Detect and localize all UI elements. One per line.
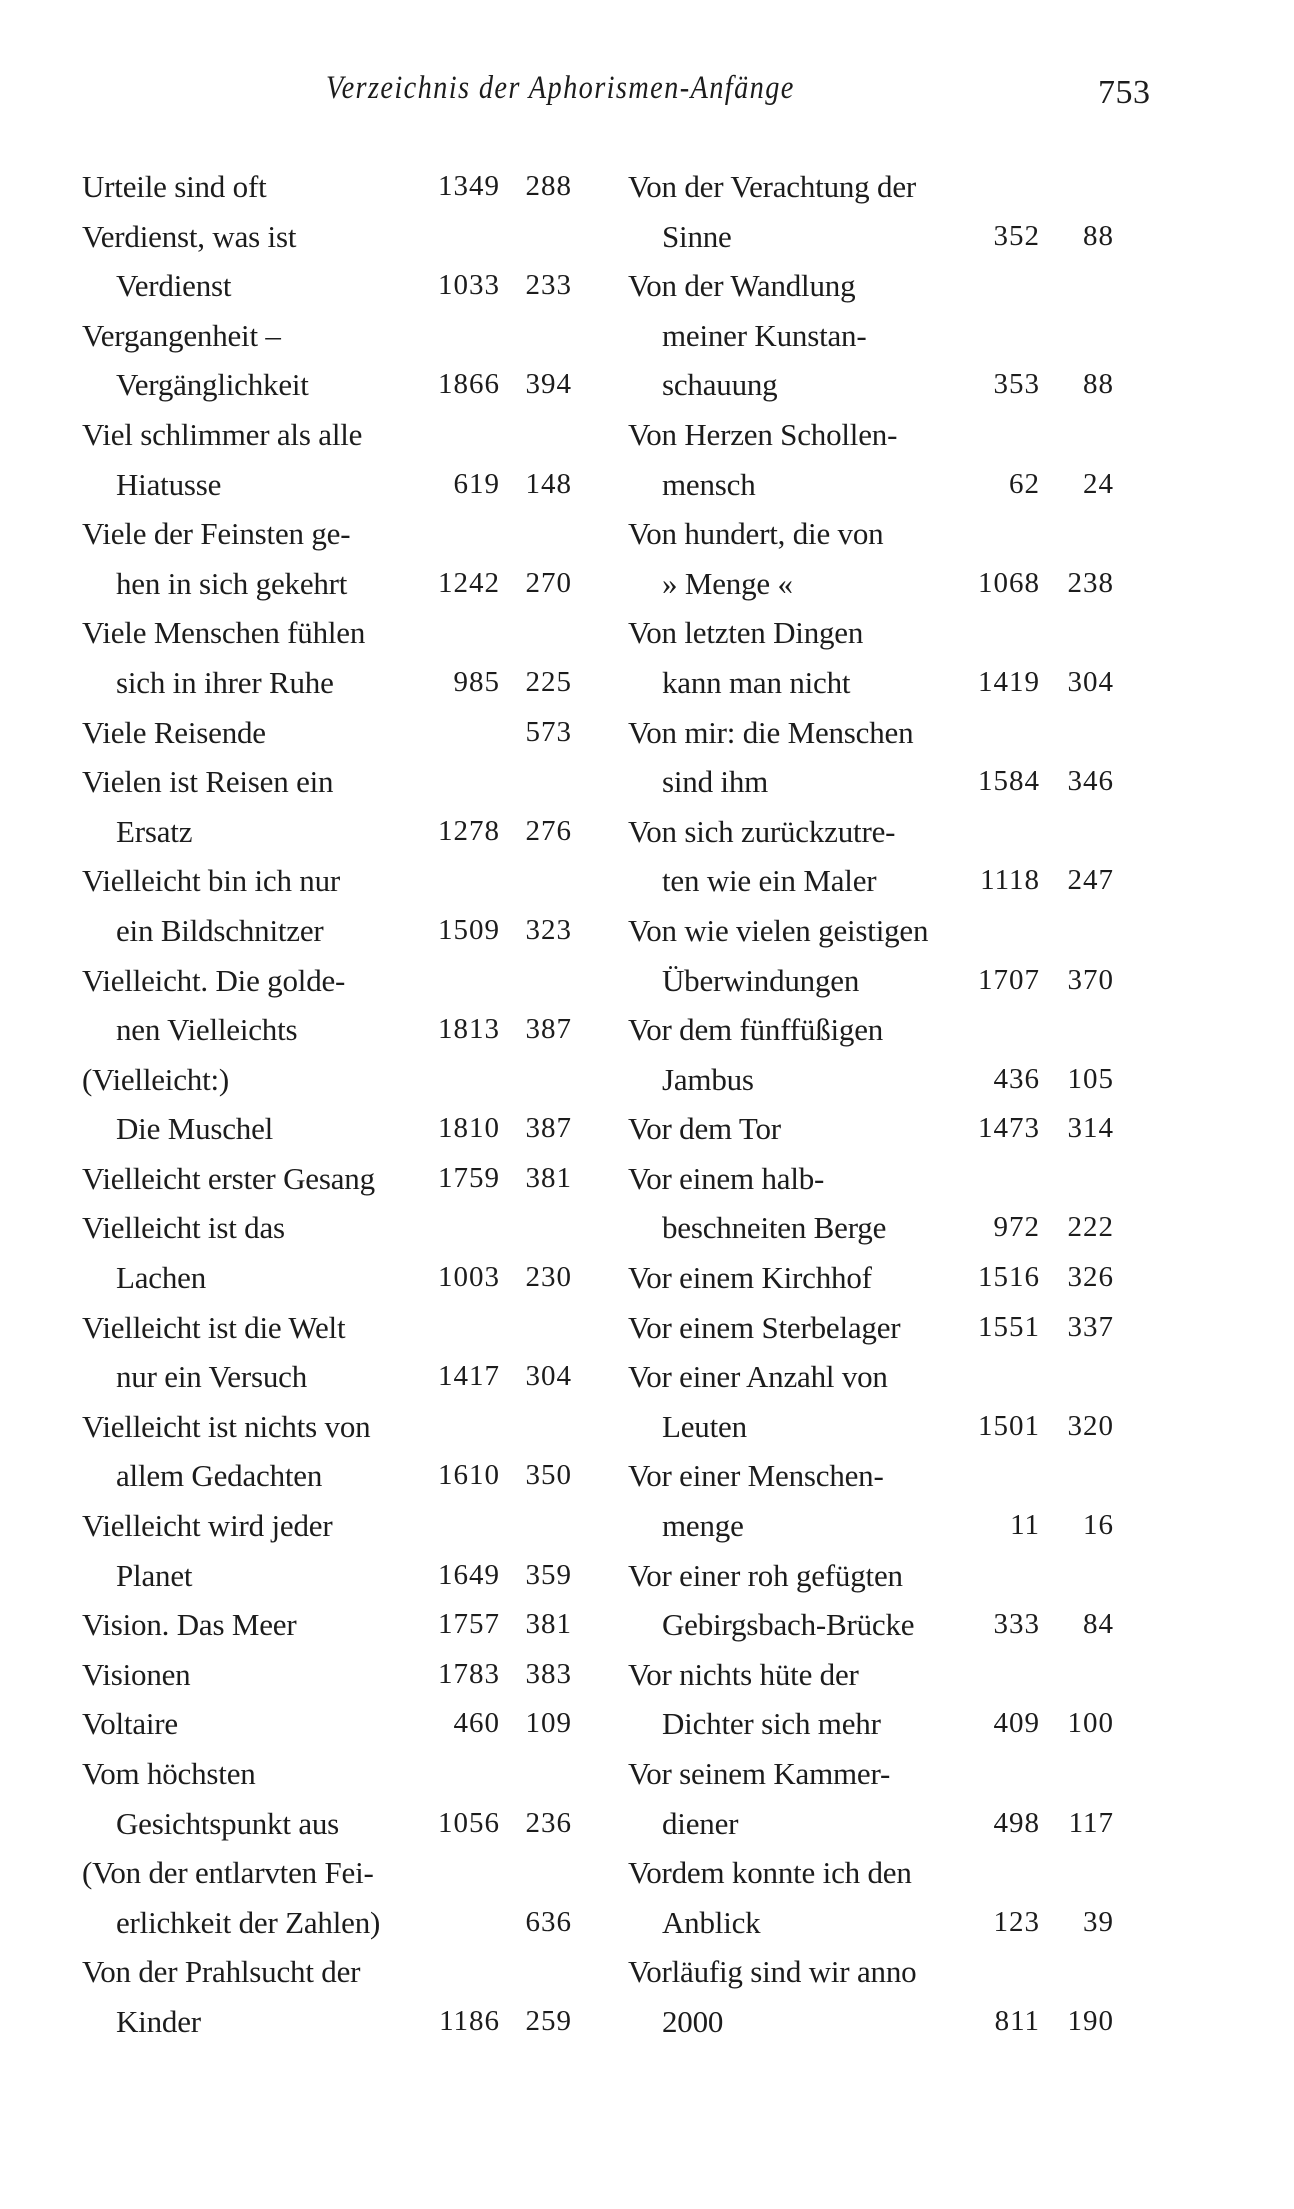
page-reference: 270 xyxy=(525,566,572,599)
index-entry-line xyxy=(628,212,1114,262)
index-entry-line xyxy=(628,1749,1114,1799)
entry-text: Leuten xyxy=(662,1408,747,1444)
index-entry-line xyxy=(82,261,602,311)
entry-text: ten wie ein Maler xyxy=(662,863,877,899)
aphorism-number: 460 xyxy=(453,1707,500,1740)
entry-text: Vielleicht ist das xyxy=(82,1210,285,1246)
index-entry-line xyxy=(82,1848,602,1898)
page-reference: 222 xyxy=(1067,1211,1114,1244)
entry-text: Von wie vielen geistigen xyxy=(628,912,929,948)
entry-text: Vordem konnte ich den xyxy=(628,1855,912,1891)
entry-text: Vielleicht ist die Welt xyxy=(82,1309,346,1345)
entry-text: Vor nichts hüte der xyxy=(628,1656,859,1692)
aphorism-number: 1068 xyxy=(978,566,1040,599)
index-column-left xyxy=(82,162,602,2047)
aphorism-number: 353 xyxy=(993,368,1040,401)
page-reference: 88 xyxy=(1083,219,1114,252)
index-entry-line xyxy=(628,956,1114,1006)
index-entry-line xyxy=(82,1551,602,1601)
aphorism-number: 333 xyxy=(993,1608,1040,1641)
page-reference: 323 xyxy=(525,913,572,946)
entry-text: Die Muschel xyxy=(116,1111,274,1147)
page-reference: 100 xyxy=(1067,1707,1114,1740)
index-entry-line xyxy=(628,261,1114,311)
index-entry-line xyxy=(82,212,602,262)
entry-text: erlichkeit der Zahlen) xyxy=(116,1904,381,1940)
index-entry-line xyxy=(82,410,602,460)
aphorism-number: 1866 xyxy=(438,368,500,401)
entry-text: Vielen ist Reisen ein xyxy=(82,764,334,800)
index-entry-line xyxy=(628,1055,1114,1105)
index-entry-line xyxy=(82,1799,602,1849)
entry-text: Vorläufig sind wir anno xyxy=(628,1954,917,1990)
entry-text: Viele Reisende xyxy=(82,714,266,750)
entry-text: Gebirgsbach-Brücke xyxy=(662,1607,915,1643)
page-reference: 276 xyxy=(525,814,572,847)
index-entry-line xyxy=(82,1749,602,1799)
index-entry-line xyxy=(82,1005,602,1055)
index-entry-line xyxy=(82,1699,602,1749)
index-entry-line xyxy=(82,1154,602,1204)
index-entry-line xyxy=(82,757,602,807)
entry-text: sich in ihrer Ruhe xyxy=(116,664,334,700)
page-reference: 24 xyxy=(1083,467,1114,500)
entry-text: Von mir: die Menschen xyxy=(628,714,914,750)
entry-text: Vor dem fünffüßigen xyxy=(628,1012,884,1048)
index-entry-line xyxy=(82,1402,602,1452)
page-reference: 148 xyxy=(525,467,572,500)
entry-text: Vergänglichkeit xyxy=(116,367,309,403)
page-reference: 247 xyxy=(1067,864,1114,897)
aphorism-number: 1551 xyxy=(978,1310,1040,1343)
entry-text: Von sich zurückzutre- xyxy=(628,813,896,849)
entry-text: Vielleicht. Die golde- xyxy=(82,962,346,998)
index-entry-line xyxy=(628,1551,1114,1601)
index-entry-line xyxy=(82,559,602,609)
index-entry-line xyxy=(628,708,1114,758)
aphorism-number: 1242 xyxy=(438,566,500,599)
index-entry-line xyxy=(82,1898,602,1948)
entry-text: Überwindungen xyxy=(662,962,860,998)
entry-text: Verdienst xyxy=(116,268,232,304)
index-entry-line xyxy=(82,608,602,658)
index-entry-line xyxy=(628,1303,1114,1353)
index-entry-line xyxy=(82,1203,602,1253)
index-entry-line xyxy=(628,1203,1114,1253)
page-reference: 381 xyxy=(525,1161,572,1194)
entry-text: Von der Wandlung xyxy=(628,268,856,304)
page-reference: 350 xyxy=(525,1459,572,1492)
page-reference: 84 xyxy=(1083,1608,1114,1641)
index-entry-line xyxy=(82,807,602,857)
index-entry-line xyxy=(82,906,602,956)
index-entry-line xyxy=(628,1253,1114,1303)
entry-text: meiner Kunstan- xyxy=(662,317,867,353)
index-entry-line xyxy=(628,1352,1114,1402)
page-reference: 288 xyxy=(525,170,572,202)
entry-text: » Menge « xyxy=(662,565,793,601)
page-reference: 326 xyxy=(1067,1261,1114,1294)
aphorism-number: 436 xyxy=(993,1062,1040,1095)
page-reference: 259 xyxy=(525,2004,572,2037)
aphorism-number: 1810 xyxy=(438,1112,500,1145)
aphorism-number: 1186 xyxy=(439,2004,500,2037)
aphorism-number: 352 xyxy=(993,219,1040,252)
index-entry-line xyxy=(82,956,602,1006)
page-reference: 225 xyxy=(525,665,572,698)
entry-text: Vor einer Anzahl von xyxy=(628,1359,888,1395)
entry-text: Visionen xyxy=(82,1656,191,1692)
index-entry-line xyxy=(628,1699,1114,1749)
index-entry-line xyxy=(628,1650,1114,1700)
aphorism-number: 1783 xyxy=(438,1657,500,1690)
index-entry-line xyxy=(628,1451,1114,1501)
entry-text: Vor einem halb- xyxy=(628,1160,825,1196)
page-reference: 105 xyxy=(1067,1062,1114,1095)
entry-text: Von der Verachtung der xyxy=(628,169,917,204)
page-reference: 117 xyxy=(1068,1806,1114,1839)
page-reference: 387 xyxy=(525,1112,572,1145)
entry-text: nen Vielleichts xyxy=(116,1012,298,1048)
index-entry-line xyxy=(82,1451,602,1501)
page-reference: 337 xyxy=(1067,1310,1114,1343)
aphorism-number: 1509 xyxy=(438,913,500,946)
page-reference: 230 xyxy=(525,1261,572,1294)
index-entry-line xyxy=(628,757,1114,807)
entry-text: 2000 xyxy=(662,2003,724,2039)
aphorism-number: 985 xyxy=(453,665,500,698)
index-entry-line xyxy=(628,1898,1114,1948)
index-entry-line xyxy=(82,658,602,708)
entry-text: nur ein Versuch xyxy=(116,1359,307,1395)
aphorism-number: 123 xyxy=(993,1905,1040,1938)
aphorism-number: 498 xyxy=(993,1806,1040,1839)
entry-text: Lachen xyxy=(116,1260,207,1296)
index-entry-line xyxy=(82,162,602,212)
aphorism-number: 1033 xyxy=(438,269,500,302)
index-entry-line xyxy=(628,509,1114,559)
index-entry-line xyxy=(628,1501,1114,1551)
entry-text: Voltaire xyxy=(82,1706,178,1742)
index-entry-line xyxy=(628,1005,1114,1055)
aphorism-number: 1813 xyxy=(438,1013,500,1046)
entry-text: Viel schlimmer als alle xyxy=(82,416,363,452)
page-reference: 88 xyxy=(1083,368,1114,401)
entry-text: Anblick xyxy=(662,1904,761,1940)
index-entry-line xyxy=(82,1253,602,1303)
entry-text: Vergangenheit – xyxy=(82,317,281,353)
index-entry-line xyxy=(628,360,1114,410)
index-entry-line xyxy=(628,410,1114,460)
page-number: 753 xyxy=(1098,74,1151,111)
index-entry-line xyxy=(628,1600,1114,1650)
page-reference: 636 xyxy=(525,1905,572,1938)
entry-text: Vom höchsten xyxy=(82,1756,256,1791)
index-entry-line xyxy=(628,162,1114,212)
page-reference: 346 xyxy=(1067,765,1114,798)
aphorism-number: 1003 xyxy=(438,1261,500,1294)
page-reference: 238 xyxy=(1067,566,1114,599)
aphorism-number: 972 xyxy=(993,1211,1040,1244)
entry-text: schauung xyxy=(662,367,778,403)
index-entry-line xyxy=(82,509,602,559)
entry-text: Vielleicht erster Gesang xyxy=(82,1160,375,1196)
page-reference: 190 xyxy=(1067,2004,1114,2037)
page-reference: 109 xyxy=(525,1707,572,1740)
page-reference: 320 xyxy=(1067,1409,1114,1442)
entry-text: Vor einer roh gefügten xyxy=(628,1557,903,1593)
aphorism-number: 1610 xyxy=(438,1459,500,1492)
page-reference: 381 xyxy=(525,1608,572,1641)
entry-text: Von Herzen Schollen- xyxy=(628,416,898,452)
aphorism-number: 1649 xyxy=(438,1558,500,1591)
aphorism-number: 1417 xyxy=(438,1360,500,1393)
aphorism-number: 1584 xyxy=(978,765,1040,798)
aphorism-number: 1118 xyxy=(980,864,1040,897)
index-entry-line xyxy=(628,460,1114,510)
entry-text: Von hundert, die von xyxy=(628,516,884,552)
aphorism-number: 1759 xyxy=(438,1161,500,1194)
index-entry-line xyxy=(628,1799,1114,1849)
index-entry-line xyxy=(82,360,602,410)
entry-text: menge xyxy=(662,1508,744,1544)
entry-text: Hiatusse xyxy=(116,466,222,502)
index-entry-line xyxy=(628,608,1114,658)
index-entry-line xyxy=(628,1947,1114,1997)
page-reference: 394 xyxy=(525,368,572,401)
entry-text: sind ihm xyxy=(662,764,769,800)
index-entry-line xyxy=(628,1402,1114,1452)
index-entry-line xyxy=(82,1303,602,1353)
entry-text: Von der Prahlsucht der xyxy=(82,1954,361,1990)
entry-text: Vielleicht ist nichts von xyxy=(82,1408,371,1444)
entry-text: Vision. Das Meer xyxy=(82,1607,297,1643)
entry-text: Jambus xyxy=(662,1061,754,1097)
index-entry-line xyxy=(82,1947,602,1997)
index-entry-line xyxy=(628,1997,1114,2047)
index-entry-line xyxy=(82,1600,602,1650)
aphorism-number: 1757 xyxy=(438,1608,500,1641)
index-entry-line xyxy=(628,906,1114,956)
entry-text: Planet xyxy=(116,1557,193,1593)
index-entry-line xyxy=(82,856,602,906)
aphorism-number: 11 xyxy=(1010,1509,1040,1542)
entry-text: (Von der entlarvten Fei- xyxy=(82,1855,374,1891)
index-entry-line xyxy=(82,1104,602,1154)
entry-text: Vor einem Kirchhof xyxy=(628,1260,872,1296)
aphorism-number: 1501 xyxy=(978,1409,1040,1442)
index-entry-line xyxy=(628,1848,1114,1898)
index-entry-line xyxy=(82,1501,602,1551)
page-reference: 304 xyxy=(1067,665,1114,698)
entry-text: Viele der Feinsten ge- xyxy=(82,516,351,552)
aphorism-number: 1056 xyxy=(438,1806,500,1839)
entry-text: (Vielleicht:) xyxy=(82,1061,230,1097)
entry-text: Vor dem Tor xyxy=(628,1111,781,1147)
aphorism-number: 62 xyxy=(1009,467,1040,500)
entry-text: kann man nicht xyxy=(662,664,851,700)
entry-text: Viele Menschen fühlen xyxy=(82,615,366,651)
index-entry-line xyxy=(82,460,602,510)
page-reference: 16 xyxy=(1083,1509,1114,1542)
entry-text: Verdienst, was ist xyxy=(82,218,297,254)
entry-text: Vielleicht wird jeder xyxy=(82,1508,333,1544)
page-reference: 304 xyxy=(525,1360,572,1393)
page-reference: 233 xyxy=(525,269,572,302)
index-entry-line xyxy=(82,311,602,361)
page-reference: 236 xyxy=(525,1806,572,1839)
aphorism-number: 409 xyxy=(993,1707,1040,1740)
index-entry-line xyxy=(628,1154,1114,1204)
aphorism-number: 1419 xyxy=(978,665,1040,698)
entry-text: Vor einem Sterbelager xyxy=(628,1309,901,1345)
running-title: Verzeichnis der Aphorismen-Anfänge xyxy=(326,70,795,106)
index-entry-line xyxy=(82,708,602,758)
entry-text: diener xyxy=(662,1805,739,1841)
page-header xyxy=(0,70,1294,120)
entry-text: Dichter sich mehr xyxy=(662,1706,881,1742)
aphorism-number: 1707 xyxy=(978,963,1040,996)
aphorism-number: 811 xyxy=(994,2004,1040,2037)
index-entry-line xyxy=(628,807,1114,857)
aphorism-number: 1473 xyxy=(978,1112,1040,1145)
entry-text: beschneiten Berge xyxy=(662,1210,887,1246)
aphorism-number: 1349 xyxy=(438,170,500,202)
index-entry-line xyxy=(628,311,1114,361)
index-entry-line xyxy=(82,1055,602,1105)
entry-text: Urteile sind oft xyxy=(82,169,267,204)
entry-text: mensch xyxy=(662,466,756,502)
index-entry-line xyxy=(628,1104,1114,1154)
aphorism-number: 619 xyxy=(453,467,500,500)
page-reference: 314 xyxy=(1067,1112,1114,1145)
index-entry-line xyxy=(628,856,1114,906)
aphorism-number: 1278 xyxy=(438,814,500,847)
index-column-right xyxy=(628,162,1114,2047)
entry-text: Sinne xyxy=(662,218,732,254)
page-reference: 359 xyxy=(525,1558,572,1591)
entry-text: Ersatz xyxy=(116,813,193,849)
entry-text: Vielleicht bin ich nur xyxy=(82,863,341,899)
entry-text: Kinder xyxy=(116,2003,201,2039)
index-entry-line xyxy=(628,658,1114,708)
index-entry-line xyxy=(628,559,1114,609)
index-entry-line xyxy=(82,1650,602,1700)
page-reference: 383 xyxy=(525,1657,572,1690)
page-reference: 39 xyxy=(1083,1905,1114,1938)
entry-text: hen in sich gekehrt xyxy=(116,565,348,601)
entry-text: Von letzten Dingen xyxy=(628,615,864,651)
entry-text: Vor einer Menschen- xyxy=(628,1458,884,1494)
index-entry-line xyxy=(82,1997,602,2047)
entry-text: Gesichtspunkt aus xyxy=(116,1805,340,1841)
aphorism-number: 1516 xyxy=(978,1261,1040,1294)
entry-text: ein Bildschnitzer xyxy=(116,912,324,948)
index-entry-line xyxy=(82,1352,602,1402)
entry-text: allem Gedachten xyxy=(116,1458,323,1494)
page-reference: 370 xyxy=(1067,963,1114,996)
page-reference: 573 xyxy=(525,715,572,748)
entry-text: Vor seinem Kammer- xyxy=(628,1756,891,1791)
page-reference: 387 xyxy=(525,1013,572,1046)
